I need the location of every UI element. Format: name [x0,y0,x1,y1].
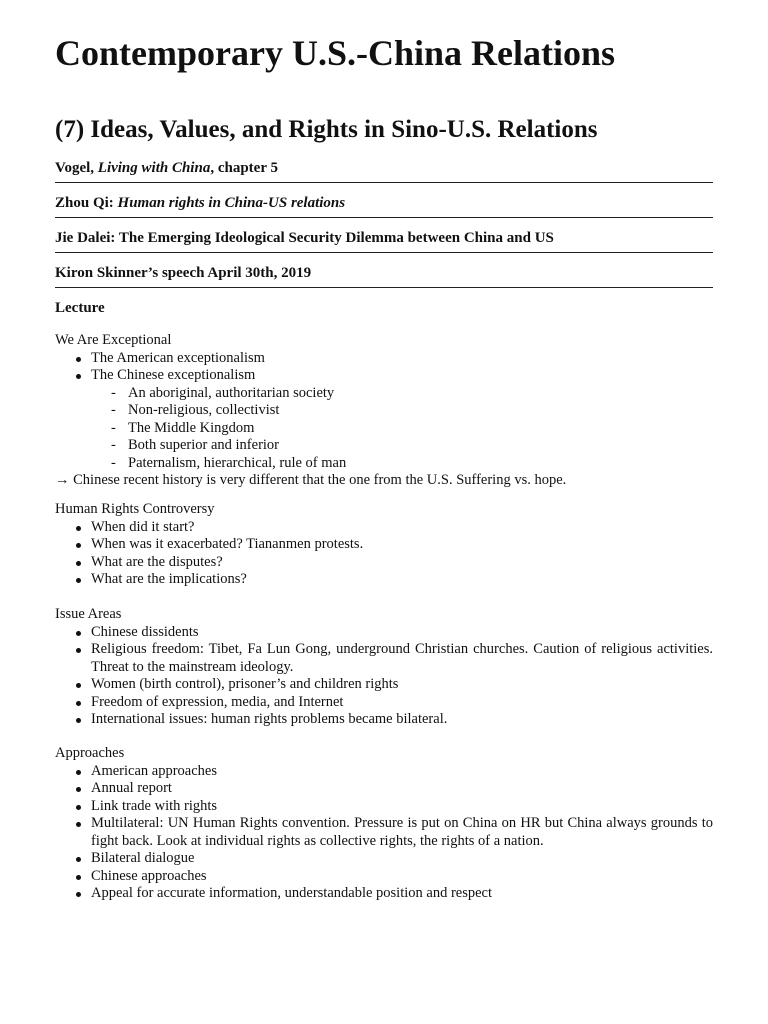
list-item: American approaches [55,763,713,781]
section-exceptional-title: We Are Exceptional [55,332,172,348]
list-item: The American exceptionalism [55,350,713,368]
reading-vogel-rest: , chapter 5 [210,160,278,176]
issue-areas-list [55,624,713,729]
list-item: What are the implications? [55,571,713,589]
list-item: Annual report [55,780,713,798]
list-item: When did it start? [55,519,713,537]
section-human-rights [55,501,713,589]
human-rights-list [55,519,713,589]
section-approaches-title: Approaches [55,745,125,761]
conclusion-line [55,472,713,490]
list-item: Appeal for accurate information, understandable position and respect [55,885,713,903]
list-item: Women (birth control), prisoner’s and children rights [55,676,713,694]
reading-zhou-author: Zhou Qi: [55,195,118,211]
list-item: Multilateral: UN Human Rights convention. Pressure is put on China on HR but China always grounds to fight back. Look at individual rights as collective rights, the rights of a nation. [55,815,713,850]
list-item: International issues: human rights problems became bilateral. [55,711,713,729]
section-issue-areas-title: Issue Areas [55,606,122,622]
sub-list-item: - Both superior and inferior [55,437,713,455]
list-item: The Chinese exceptionalism [55,367,713,385]
reading-jie-text: Jie Dalei: The Emerging Ideological Security Dilemma between China and US [55,230,554,246]
sub-list-item: - The Middle Kingdom [55,420,713,438]
list-item: Bilateral dialogue [55,850,713,868]
exceptional-bullet-list [55,350,713,385]
list-item: Chinese approaches [55,868,713,886]
section-exceptional [55,332,713,490]
lecture-heading [55,299,713,322]
list-item: Chinese dissidents [55,624,713,642]
conclusion-text: Chinese recent history is very different that the one from the U.S. Suffering vs. hope. [69,472,567,488]
right-arrow-icon: → [55,472,70,488]
sub-list-item: - An aboriginal, authoritarian society [55,385,713,403]
exceptional-sub-list [55,385,713,473]
reading-vogel-author: Vogel, [55,160,98,176]
section-approaches [55,745,713,903]
list-item: Religious freedom: Tibet, Fa Lun Gong, underground Christian churches. Caution of religious activities. Threat to the mainstream ideology. [55,641,713,676]
reading-skinner [55,264,713,288]
reading-skinner-text: Kiron Skinner’s speech April 30th, 2019 [55,265,312,281]
page-title: Contemporary U.S.-China Relations [55,33,616,73]
reading-vogel [55,159,713,183]
reading-jie [55,229,713,253]
reading-zhou-work: Human rights in China-US relations [117,195,346,211]
list-item: When was it exacerbated? Tiananmen protests. [55,536,713,554]
page-subtitle: (7) Ideas, Values, and Rights in Sino-U.S. Relations [55,116,598,143]
section-human-rights-title: Human Rights Controversy [55,501,215,517]
list-item: Link trade with rights [55,798,713,816]
list-item: What are the disputes? [55,554,713,572]
reading-vogel-work: Living with China [97,160,211,176]
list-item: Freedom of expression, media, and Internet [55,694,713,712]
lecture-heading-text: Lecture [55,300,105,316]
approaches-list [55,763,713,903]
section-issue-areas [55,606,713,729]
sub-list-item: - Non-religious, collectivist [55,402,713,420]
sub-list-item: - Paternalism, hierarchical, rule of man [55,455,713,473]
reading-zhou [55,194,713,218]
